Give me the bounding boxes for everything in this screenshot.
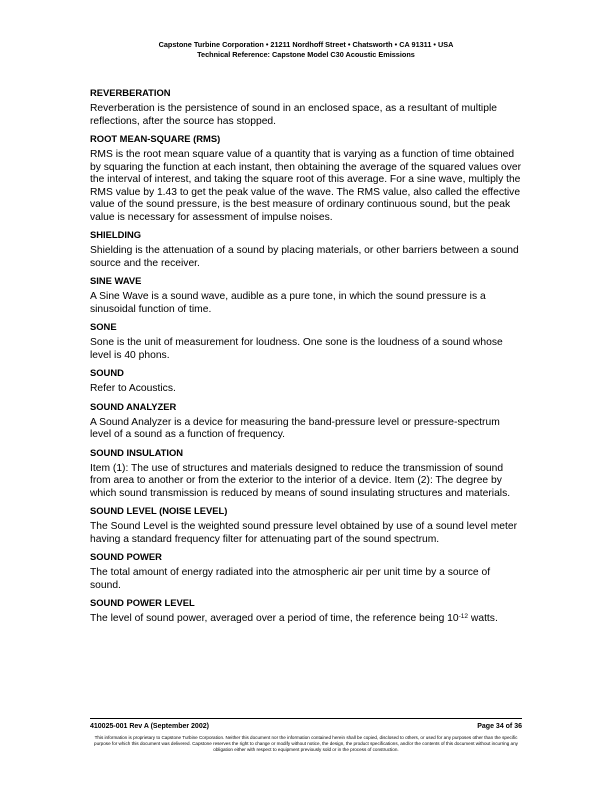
term-rms: ROOT MEAN-SQUARE (RMS): [90, 133, 221, 144]
page-header: [0, 40, 612, 60]
definition-sound: Refer to Acoustics.: [90, 383, 176, 394]
term-sound-power-level: SOUND POWER LEVEL: [90, 597, 195, 608]
definition-reverberation: Reverberation is the persistence of sound in an enclosed space, as a resultant of multiple reflections, after the source has stopped.: [90, 103, 497, 127]
exponent: -12: [458, 613, 469, 620]
term-shielding: SHIELDING: [90, 229, 142, 240]
definition-text: The level of sound power, averaged over a period of time, the reference being 10: [90, 613, 459, 624]
term-sone: SONE: [90, 321, 117, 332]
definition-unit: watts.: [468, 613, 498, 624]
term-sound-power: SOUND POWER: [90, 551, 162, 562]
definition-sound-level: The Sound Level is the weighted sound pressure level obtained by use of a sound level meter having a standard frequency filter for attenuating part of the sound spectrum.: [90, 521, 518, 545]
footer-divider: [90, 718, 522, 719]
definition-sound-power: The total amount of energy radiated into the atmospheric air per unit time by a source of sound.: [90, 567, 491, 591]
definition-sine-wave: A Sine Wave is a sound wave, audible as a pure tone, in which the sound pressure is a sinusoidal function of time.: [90, 291, 486, 315]
definition-sound-insulation: Item (1): The use of structures and materials designed to reduce the transmission of sound from area to another or from the exterior to the interior of a device. Item (2): The degree by which sound transmission is reduced by means of sound insulating structures and materials.: [90, 462, 511, 499]
definition-sound-analyzer: A Sound Analyzer is a device for measuring the band-pressure level or pressure-spectrum level of a sound as a function of frequency.: [90, 416, 500, 440]
document-id: 410025-001 Rev A (September 2002): [90, 723, 209, 730]
term-sound: SOUND: [90, 367, 124, 378]
term-sound-level: SOUND LEVEL (NOISE LEVEL): [90, 505, 228, 516]
definition-sone: Sone is the unit of measurement for loudness. One sone is the loudness of a sound whose level is 40 phons.: [90, 337, 503, 361]
glossary-content: [90, 87, 522, 631]
definition-sound-power-level: [90, 613, 522, 626]
term-sound-analyzer: SOUND ANALYZER: [90, 400, 177, 412]
definition-rms: RMS is the root mean square value of a quantity that is varying as a function of time obtained by squaring the function at each instant, then obtaining the average of the squared values over the interval of interest, and taking the square root of this average. For a sine wave, multiply the RMS value by 1.43 to get the peak value of the wave. The RMS value, also called the effective value of the sound pressure, is the best measure of ordinary continuous sound, but the peak value is necessary for assessment of impulse noises.: [90, 149, 522, 223]
term-reverberation: REVERBERATION: [90, 87, 171, 98]
header-title: Technical Reference: Capstone Model C30 Acoustic Emissions: [197, 50, 415, 59]
page-number: Page 34 of 36: [477, 723, 522, 730]
term-sine-wave: SINE WAVE: [90, 275, 142, 286]
header-address: Capstone Turbine Corporation • 21211 Nordhoff Street • Chatsworth • CA 91311 • USA: [158, 40, 454, 49]
term-sound-insulation: SOUND INSULATION: [90, 446, 184, 458]
definition-shielding: Shielding is the attenuation of a sound by placing materials, or other barriers between a sound source and the receiver.: [90, 245, 519, 269]
proprietary-notice: This information is proprietary to Capstone Turbine Corporation. Neither this document nor the information contained herein shall be copied, disclosed to others, or used for any purposes other than the specific purpose for which this document was delivered. Capstone reserves the right to change or modify without notice, the design, the product specifications, and/or the contents of this document without incurring any obligation either with respect to equipment previously sold or in the process of construction.: [94, 735, 518, 752]
